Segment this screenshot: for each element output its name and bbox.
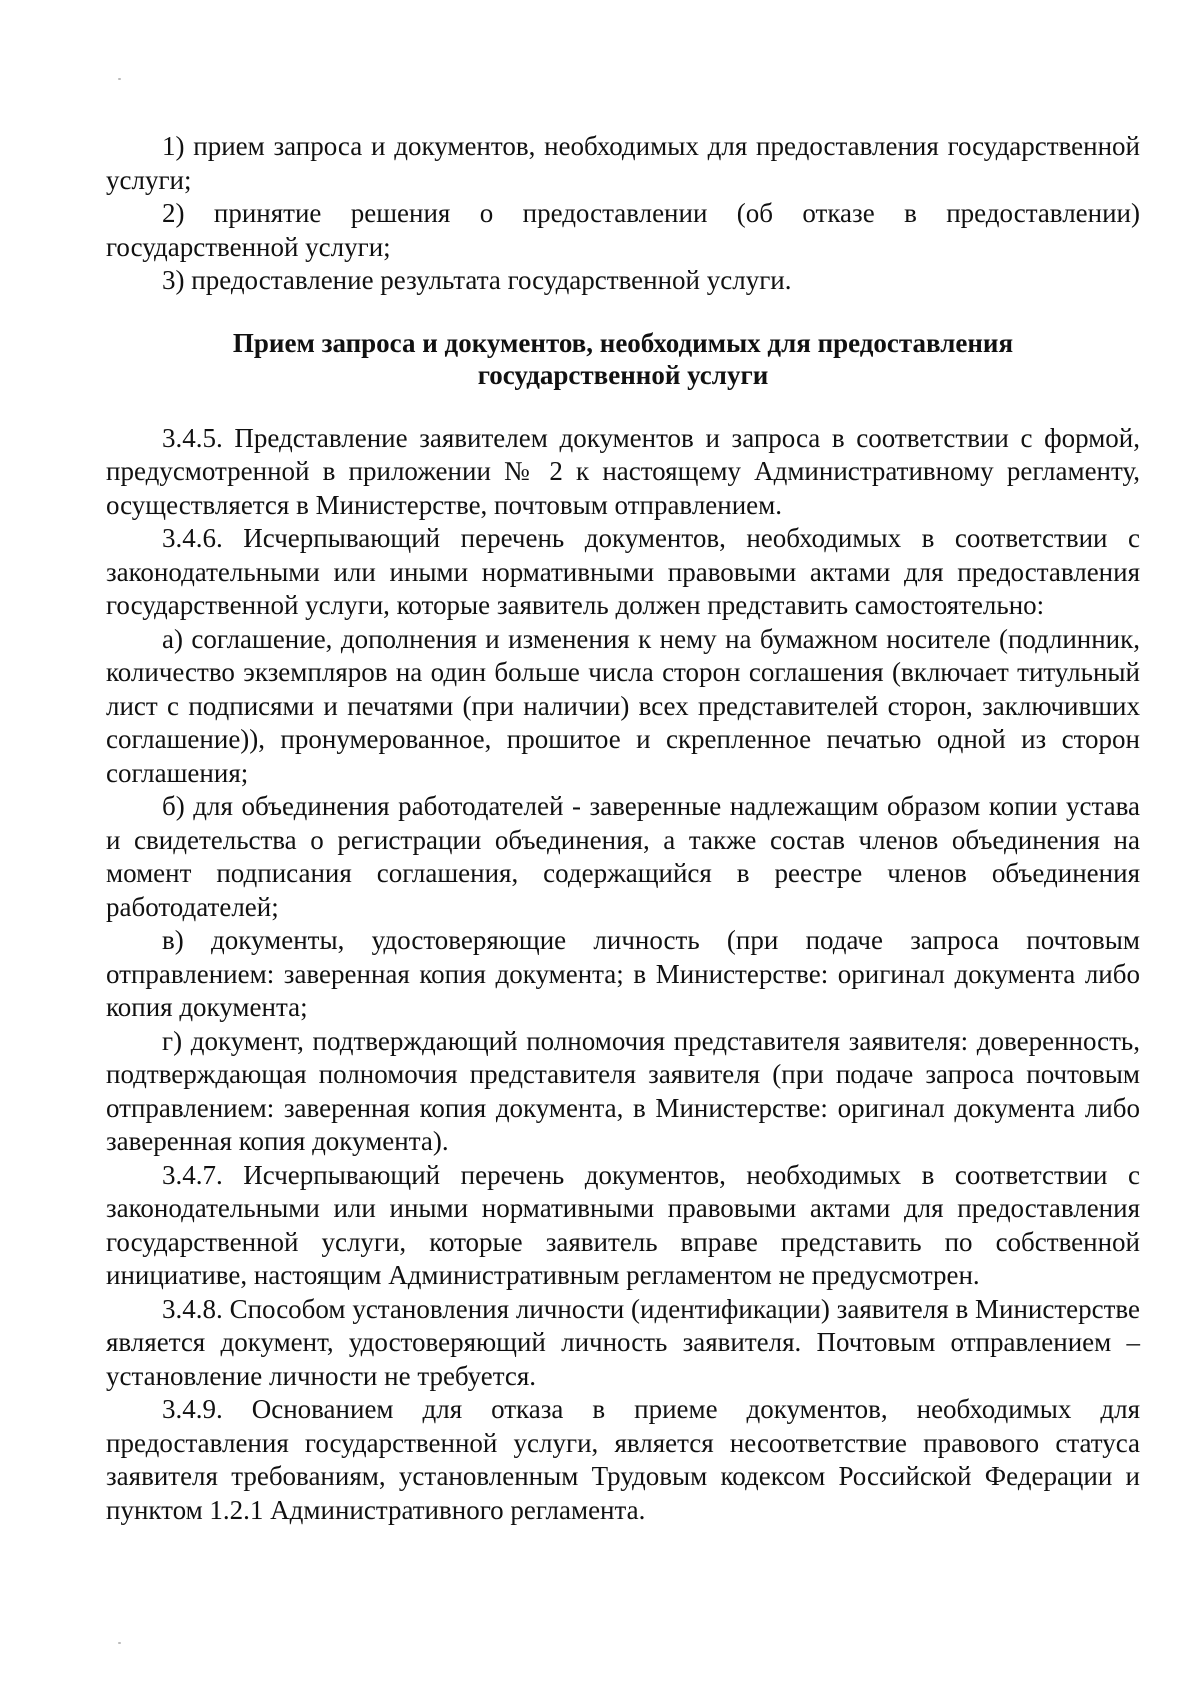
scan-artifact [118,1642,121,1644]
subitem-b: б) для объединения работодателей - заверенные надлежащим образом копии устава и свидетельства о регистрации объединения, а также состав членов объединения на момент подписания соглашения, содержащийся в реестре членов объединения работодателей; [106,791,1140,922]
paragraph-3-4-5: 3.4.5. Представление заявителем документов и запроса в соответствии с формой, предусмотренной в приложении № 2 к настоящему Административному регламенту, осуществляется в Министерстве, почтовым отправлением. [106,422,1140,520]
paragraph-3-4-8: 3.4.8. Способом установления личности (идентификации) заявителя в Министерстве является документ, удостоверяющий личность заявителя. Почтовым отправлением – установление личности не требуется. [106,1293,1140,1391]
list-item: 2) принятие решения о предоставлении (об отказе в предоставлении) государственной услуги; [106,198,1140,262]
scan-artifact [118,78,121,80]
document-body [106,130,1140,1527]
list-item: 1) прием запроса и документов, необходимых для предоставления государственной услуги; [106,131,1140,195]
paragraph-3-4-6: 3.4.6. Исчерпывающий перечень документов, необходимых в соответствии с законодательными или иными нормативными правовыми актами для предоставления государственной услуги, которые заявитель должен представить самостоятельно: [106,523,1140,620]
section-heading-line: Прием запроса и документов, необходимых для предоставления [232,327,1014,358]
list-item: 3) предоставление результата государственной услуги. [162,265,792,295]
section-heading-line: государственной услуги [477,359,769,390]
section-heading [106,327,1140,391]
subitem-g: г) документ, подтверждающий полномочия представителя заявителя: доверенность, подтверждающая полномочия представителя заявителя (при подаче запроса почтовым отправлением: заверенная копия документа, в Министерстве: оригинал документа либо заверенная копия документа). [106,1025,1140,1156]
subitem-a: а) соглашение, дополнения и изменения к нему на бумажном носителе (подлинник, количество экземпляров на один больше числа сторон соглашения (включает титульный лист с подписями и печатями (при наличии) всех представителей сторон, заключивших соглашение)), пронумерованное, прошитое и скрепленное печатью одной из сторон соглашения; [106,623,1140,788]
subitem-v: в) документы, удостоверяющие личность (при подаче запроса почтовым отправлением: заверенная копия документа; в Министерстве: оригинал документа либо копия документа; [106,925,1140,1022]
paragraph-3-4-7: 3.4.7. Исчерпывающий перечень документов, необходимых в соответствии с законодательными или иными нормативными правовыми актами для предоставления государственной услуги, которые заявитель вправе представить по собственной инициативе, настоящим Административным регламентом не предусмотрен. [106,1159,1140,1290]
paragraph-3-4-9: 3.4.9. Основанием для отказа в приеме документов, необходимых для предоставления государственной услуги, является несоответствие правового статуса заявителя требованиям, установленным Трудовым кодексом Российской Федерации и пунктом 1.2.1 Административного регламента. [106,1394,1140,1525]
